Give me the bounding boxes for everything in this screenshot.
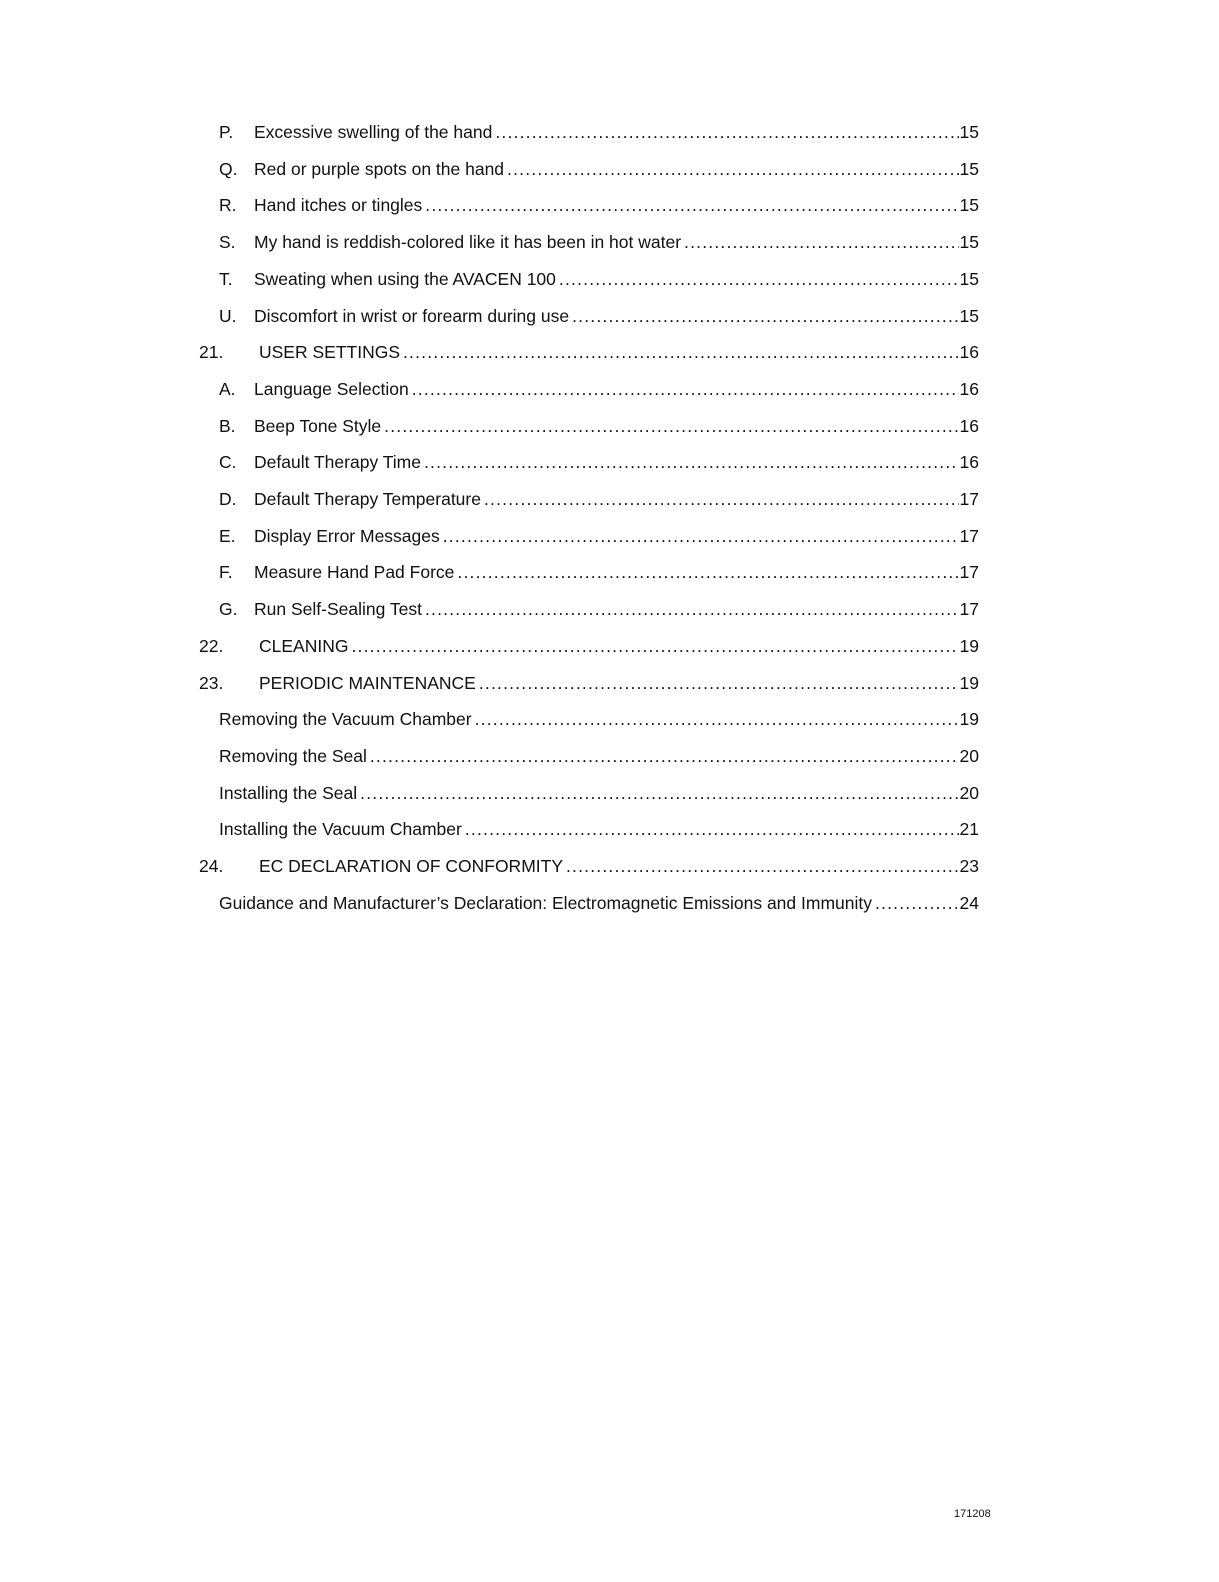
toc-entry-title: Removing the Vacuum Chamber	[219, 709, 472, 730]
toc-dot-leader	[384, 414, 958, 438]
toc-entry-page: 16	[959, 452, 979, 473]
toc-entry-page: 17	[959, 489, 979, 509]
toc-entry-title: Discomfort in wrist or forearm during use	[254, 305, 570, 326]
toc-entry-line	[219, 781, 979, 805]
toc-dot-leader	[465, 817, 959, 841]
toc-entry[interactable]	[0, 634, 1219, 658]
toc-entry-page: 15	[959, 268, 979, 289]
toc-entry-number: 21.	[199, 342, 224, 363]
toc-entry-title: Guidance and Manufacturer’s Declaration: Electromagnetic Emissions and Immunity	[219, 892, 872, 913]
toc-entry-page: 19	[959, 635, 979, 656]
toc-entry[interactable]	[0, 340, 1219, 364]
toc-entry-title: Removing the Seal	[219, 745, 367, 766]
toc-entry[interactable]	[0, 193, 1219, 217]
toc-entry-title: Red or purple spots on the hand	[254, 158, 505, 179]
toc-entry[interactable]	[0, 414, 1219, 438]
toc-entry[interactable]	[0, 120, 1219, 144]
toc-entry-page: 20	[959, 782, 979, 803]
document-code: 171208	[954, 1508, 991, 1520]
toc-entry-page: 19	[959, 672, 979, 693]
toc-dot-leader	[403, 340, 959, 364]
toc-entry-title: Run Self-Sealing Test	[254, 599, 422, 620]
toc-entry-number: 24.	[199, 856, 224, 876]
toc-entry[interactable]	[0, 304, 1219, 328]
toc-entry-page: 17	[959, 525, 979, 546]
toc-entry[interactable]	[0, 781, 1219, 805]
toc-dot-leader	[360, 781, 958, 805]
toc-dot-leader	[351, 634, 958, 658]
toc-dot-leader	[559, 267, 959, 291]
toc-entry[interactable]	[0, 524, 1219, 548]
toc-entry-number: D.	[219, 489, 237, 509]
toc-entry[interactable]	[0, 707, 1219, 731]
toc-entry-title: EC DECLARATION OF CONFORMITY	[259, 856, 563, 876]
toc-entry-line	[254, 414, 979, 438]
toc-entry-line	[254, 304, 979, 328]
toc-entry[interactable]	[0, 230, 1219, 254]
toc-entry-title: Default Therapy Temperature	[254, 489, 481, 509]
toc-dot-leader	[875, 891, 959, 915]
toc-dot-leader	[495, 120, 958, 144]
toc-entry[interactable]	[0, 854, 1219, 878]
toc-entry-number: G.	[219, 599, 238, 620]
toc-entry[interactable]	[0, 744, 1219, 768]
toc-entry-page: 15	[959, 158, 979, 179]
toc-entry-line	[219, 891, 979, 915]
toc-entry-page: 15	[959, 305, 979, 326]
toc-entry-number: C.	[219, 452, 237, 473]
toc-entry[interactable]	[0, 597, 1219, 621]
toc-entry[interactable]	[0, 560, 1219, 584]
toc-entry[interactable]	[0, 157, 1219, 181]
toc-entry-title: Installing the Seal	[219, 782, 358, 803]
toc-entry-number: A.	[219, 378, 236, 399]
toc-entry-page: 19	[959, 709, 979, 730]
toc-entry-number: 22.	[199, 635, 224, 656]
toc-entry-title: Beep Tone Style	[254, 415, 382, 436]
toc-entry-line	[259, 634, 979, 658]
toc-entry-number: S.	[219, 232, 236, 253]
toc-dot-leader	[424, 450, 959, 474]
toc-entry-title: USER SETTINGS	[259, 342, 400, 363]
toc-entry-page: 21	[959, 819, 979, 840]
toc-entry-title: Measure Hand Pad Force	[254, 562, 455, 583]
toc-entry-line	[254, 487, 979, 511]
toc-entry-line	[219, 744, 979, 768]
toc-entry-line	[254, 267, 979, 291]
toc-entry-line	[254, 120, 979, 144]
toc-dot-leader	[457, 560, 958, 584]
toc-entry-number: 23.	[199, 672, 224, 693]
toc-entry-title: Sweating when using the AVACEN 100	[254, 268, 556, 289]
toc-entry-number: R.	[219, 195, 237, 216]
toc-entry-number: U.	[219, 305, 237, 326]
toc-entry-page: 16	[959, 415, 979, 436]
toc-entry-title: Excessive swelling of the hand	[254, 122, 493, 142]
toc-entry-line	[254, 597, 979, 621]
toc-entry-number: B.	[219, 415, 236, 436]
toc-entry-page: 15	[959, 195, 979, 216]
toc-entry-page: 16	[959, 342, 979, 363]
toc-entry-number: P.	[219, 122, 234, 142]
toc-entry-title: Hand itches or tingles	[254, 195, 423, 216]
toc-dot-leader	[572, 304, 958, 328]
toc-entry-number: Q.	[219, 158, 238, 179]
toc-entry-line	[254, 157, 979, 181]
toc-entry-line	[259, 854, 979, 878]
toc-entry-title: Language Selection	[254, 378, 409, 399]
toc-entry-page: 16	[959, 378, 979, 399]
toc-entry[interactable]	[0, 671, 1219, 695]
toc-entry-line	[254, 524, 979, 548]
toc-entry-title: My hand is reddish-colored like it has been in hot water	[254, 232, 682, 253]
toc-dot-leader	[370, 744, 959, 768]
toc-entry-page: 23	[959, 856, 979, 876]
toc-entry[interactable]	[0, 450, 1219, 474]
toc-entry-line	[219, 817, 979, 841]
toc-dot-leader	[507, 157, 958, 181]
toc-entry[interactable]	[0, 487, 1219, 511]
toc-dot-leader	[412, 377, 959, 401]
toc-entry-title: Default Therapy Time	[254, 452, 421, 473]
toc-entry-title: Installing the Vacuum Chamber	[219, 819, 462, 840]
toc-entry-number: F.	[219, 562, 233, 583]
toc-entry-line	[259, 671, 979, 695]
toc-entry[interactable]	[0, 817, 1219, 841]
toc-entry-line	[254, 193, 979, 217]
toc-dot-leader	[479, 671, 959, 695]
toc-entry-page: 15	[959, 122, 979, 142]
toc-entry[interactable]	[0, 267, 1219, 291]
toc-entry-page: 20	[959, 745, 979, 766]
toc-entry-title: Display Error Messages	[254, 525, 440, 546]
toc-entry-page: 15	[959, 232, 979, 253]
toc-entry-title: CLEANING	[259, 635, 349, 656]
toc-entry-title: PERIODIC MAINTENANCE	[259, 672, 476, 693]
toc-entry-page: 17	[959, 599, 979, 620]
toc-dot-leader	[443, 524, 959, 548]
toc-entry[interactable]	[0, 377, 1219, 401]
toc-entry-page: 24	[959, 892, 979, 913]
toc-entry-line	[254, 450, 979, 474]
toc-entry-line	[259, 340, 979, 364]
toc-entry-page: 17	[959, 562, 979, 583]
toc-entry-line	[254, 230, 979, 254]
toc-entry-line	[254, 377, 979, 401]
toc-entry-number: E.	[219, 525, 236, 546]
toc-dot-leader	[484, 487, 959, 511]
toc-dot-leader	[566, 854, 959, 878]
toc-entry-line	[254, 560, 979, 584]
toc-entry-number: T.	[219, 268, 233, 289]
toc-dot-leader	[475, 707, 959, 731]
toc-dot-leader	[425, 193, 958, 217]
toc-entry[interactable]	[0, 891, 1219, 915]
toc-dot-leader	[425, 597, 959, 621]
toc-dot-leader	[684, 230, 958, 254]
toc-entry-line	[219, 707, 979, 731]
